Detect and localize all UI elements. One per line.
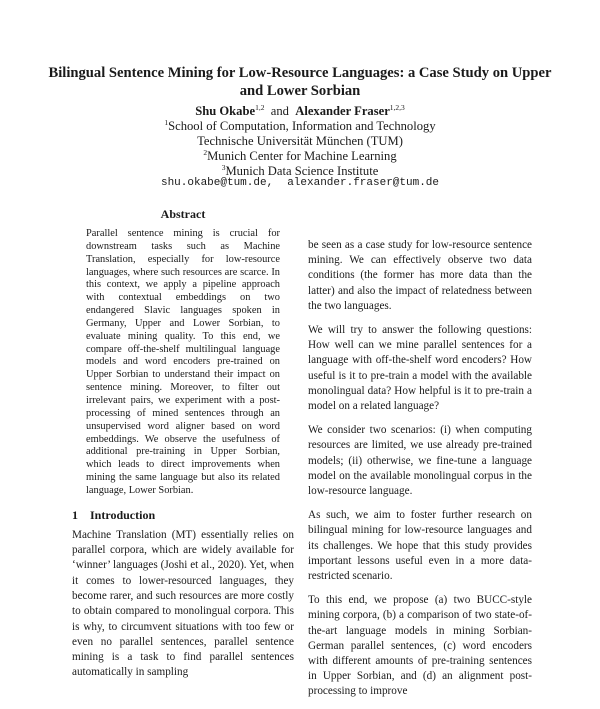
body-paragraph: As such, we aim to foster further research on bilingual mining for low-resource languages and its challenges. We hope that this study provides important lessons useful even in a more data-restricted scenario. xyxy=(308,509,532,583)
body-paragraph: Machine Translation (MT) essentially relies on parallel corpora, which are widely available for ‘winner’ languages (Joshi et al., 2020). Yet, when it comes to lower-resourced languages, they become rarer, and such resources are more costly to obtain compared to monolingual corpora. This is why, to circumvent situations with too few or even no parallel sentences, parallel sentence mining is a task to find parallel sentences automatically in sampling xyxy=(72,528,294,679)
affiliation-text: Munich Center for Machine Learning xyxy=(207,149,397,163)
author-superscript: 1,2,3 xyxy=(389,102,405,112)
author-conjunction: and xyxy=(270,104,289,118)
author-superscript: 1,2 xyxy=(255,102,265,112)
paper-title: Bilingual Sentence Mining for Low-Resource Languages: a Case Study on Upper and Lower Sorbian xyxy=(48,65,552,99)
body-paragraph: be seen as a case study for low-resource sentence mining. We can effectively observe two data conditions (the former has more data than the latter) and also the impact of relatedness between the two languages. xyxy=(308,239,532,312)
body-paragraph: We will try to answer the following questions: How well can we mine parallel sentences for a language with off-the-shelf word encoders? How useful is it to pre-train a model with the available monolingual data? How helpful is it to pre-train a model on a related language? xyxy=(308,324,532,413)
section-title: Introduction xyxy=(90,507,156,522)
left-column xyxy=(72,207,294,690)
email-address[interactable]: alexander.fraser@tum.de xyxy=(287,177,440,189)
abstract-heading: Abstract xyxy=(160,207,206,221)
section-number: 1 xyxy=(72,507,78,522)
author-name: Alexander Fraser xyxy=(295,104,390,118)
abstract-text: Parallel sentence mining is crucial for downstream tasks such as Machine Translation, especially for low-resource languages, where such resources are scarce. In this context, we apply a pipeline approach with contextual embeddings on two endangered Slavic languages spoken in Germany, Upper and Lower Sorbian, to evaluate mining quality. To this end, we compare off-the-shelf multilingual language models and word encoders pre-trained on Upper Sorbian to understand their impact on sentence mining. Moreover, to filter out irrelevant pairs, we experiment with a post-processing of mined sentences through an unsupervised word aligner based on word embeddings. We observe the usefulness of additional pre-training in Upper Sorbian, which leads to direct improvements when mining the same language but also its related language, Lower Sorbian. xyxy=(86,228,280,496)
affiliation-text: School of Computation, Information and Technology xyxy=(168,119,436,133)
affiliation-text: Munich Data Science Institute xyxy=(225,164,379,178)
author-name: Shu Okabe xyxy=(195,104,256,118)
section-heading xyxy=(72,508,294,523)
body-paragraph: We consider two scenarios: (i) when computing resources are limited, we use already pre-trained models; (ii) otherwise, we fine-tune a language model on the available monolingual corpus in the low-resource language. xyxy=(308,424,532,498)
author-block xyxy=(40,104,560,179)
affiliation-superscript: 1 xyxy=(164,117,169,127)
author-line xyxy=(40,104,560,119)
email-address[interactable]: shu.okabe@tum.de, xyxy=(160,177,274,189)
affiliation-superscript: 2 xyxy=(203,147,208,157)
affiliation xyxy=(40,119,560,134)
affiliation-superscript: 3 xyxy=(221,162,226,172)
affiliation xyxy=(40,134,560,149)
affiliation-text: Technische Universität München (TUM) xyxy=(197,134,403,148)
right-column xyxy=(308,238,532,709)
email-line xyxy=(40,177,560,189)
affiliation xyxy=(40,149,560,164)
body-paragraph: To this end, we propose (a) two BUCC-style mining corpora, (b) a comparison of two state-of-the-art language models in mining Sorbian-German parallel sentences, (c) word encoders with different amounts of pre-training sentences in Upper Sorbian, and (d) an alignment post-processing to improve xyxy=(308,594,532,698)
